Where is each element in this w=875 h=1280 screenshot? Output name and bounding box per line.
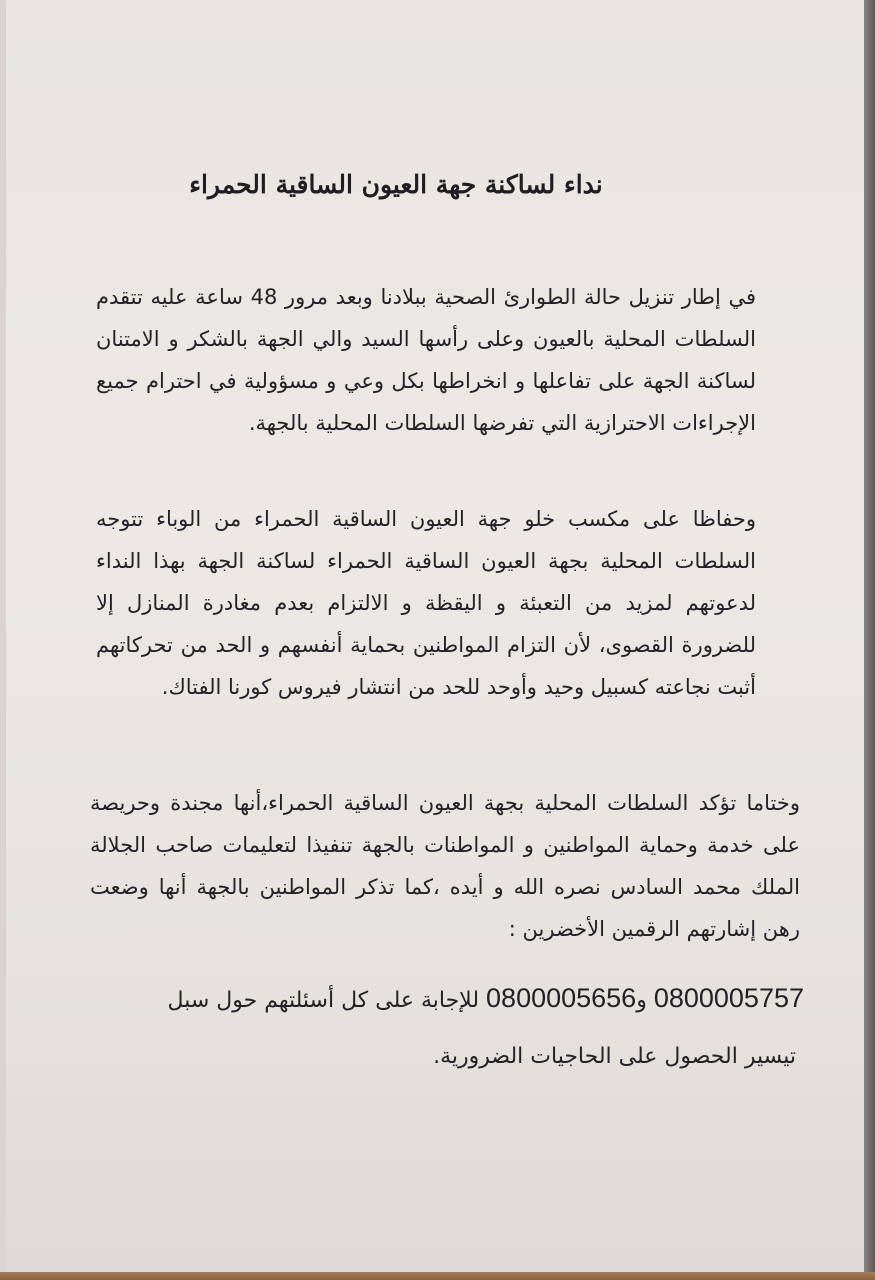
background-edge-bottom: [0, 1272, 875, 1280]
paragraph-appeal: وحفاظا على مكسب خلو جهة العيون الساقية الحمراء من الوباء تتوجه السلطات المحلية بجهة العيون الساقية الحمراء لساكنة الجهة بهذا النداء لدعوتهم لمزيد من التعبئة و اليقظة و الالتزام بعدم مغادرة المنازل إلا للضرورة القصوى، لأن التزام المواطنين بحماية أنفسهم و الحد من تحركاتهم أثبت نجاعته كسبيل وحيد وأوحد للحد من انتشار فيروس كورنا الفتاك.: [96, 507, 756, 699]
document-title: نداء لساكنة جهة العيون الساقية الحمراء: [189, 170, 603, 199]
paper-sheet: [6, 0, 864, 1272]
paragraph-intro: في إطار تنزيل حالة الطوارئ الصحية ببلادنا وبعد مرور 48 ساعة عليه تتقدم السلطات المحلية بالعيون وعلى رأسها السيد والي الجهة بالشكر و الامتنان لساكنة الجهة على تفاعلها و انخراطها بكل وعي و مسؤولية في احترام جميع الإجراءات الاحترازية التي تفرضها السلطات المحلية بالجهة.: [96, 285, 756, 435]
closing-line: تيسير الحصول على الحاجيات الضرورية.: [433, 1044, 796, 1069]
hotline-line: [86, 983, 804, 1033]
hotline-description: للإجابة على كل أسئلتهم حول سبل: [167, 988, 480, 1013]
hotline-connector: و: [636, 988, 647, 1013]
hotline-number-1: 0800005757: [653, 983, 804, 1013]
background-edge-right: [864, 0, 875, 1280]
hotline-number-2: 0800005656: [486, 983, 637, 1013]
paragraph-closing: وختاما تؤكد السلطات المحلية بجهة العيون الساقية الحمراء،أنها مجندة وحريصة على خدمة وحماية المواطنين و المواطنات بالجهة تنفيذا لتعليمات صاحب الجلالة الملك محمد السادس نصره الله و أيده ،كما تذكر المواطنين بالجهة أنها وضعت رهن إشارتهم الرقمين الأخضرين :: [90, 791, 800, 941]
